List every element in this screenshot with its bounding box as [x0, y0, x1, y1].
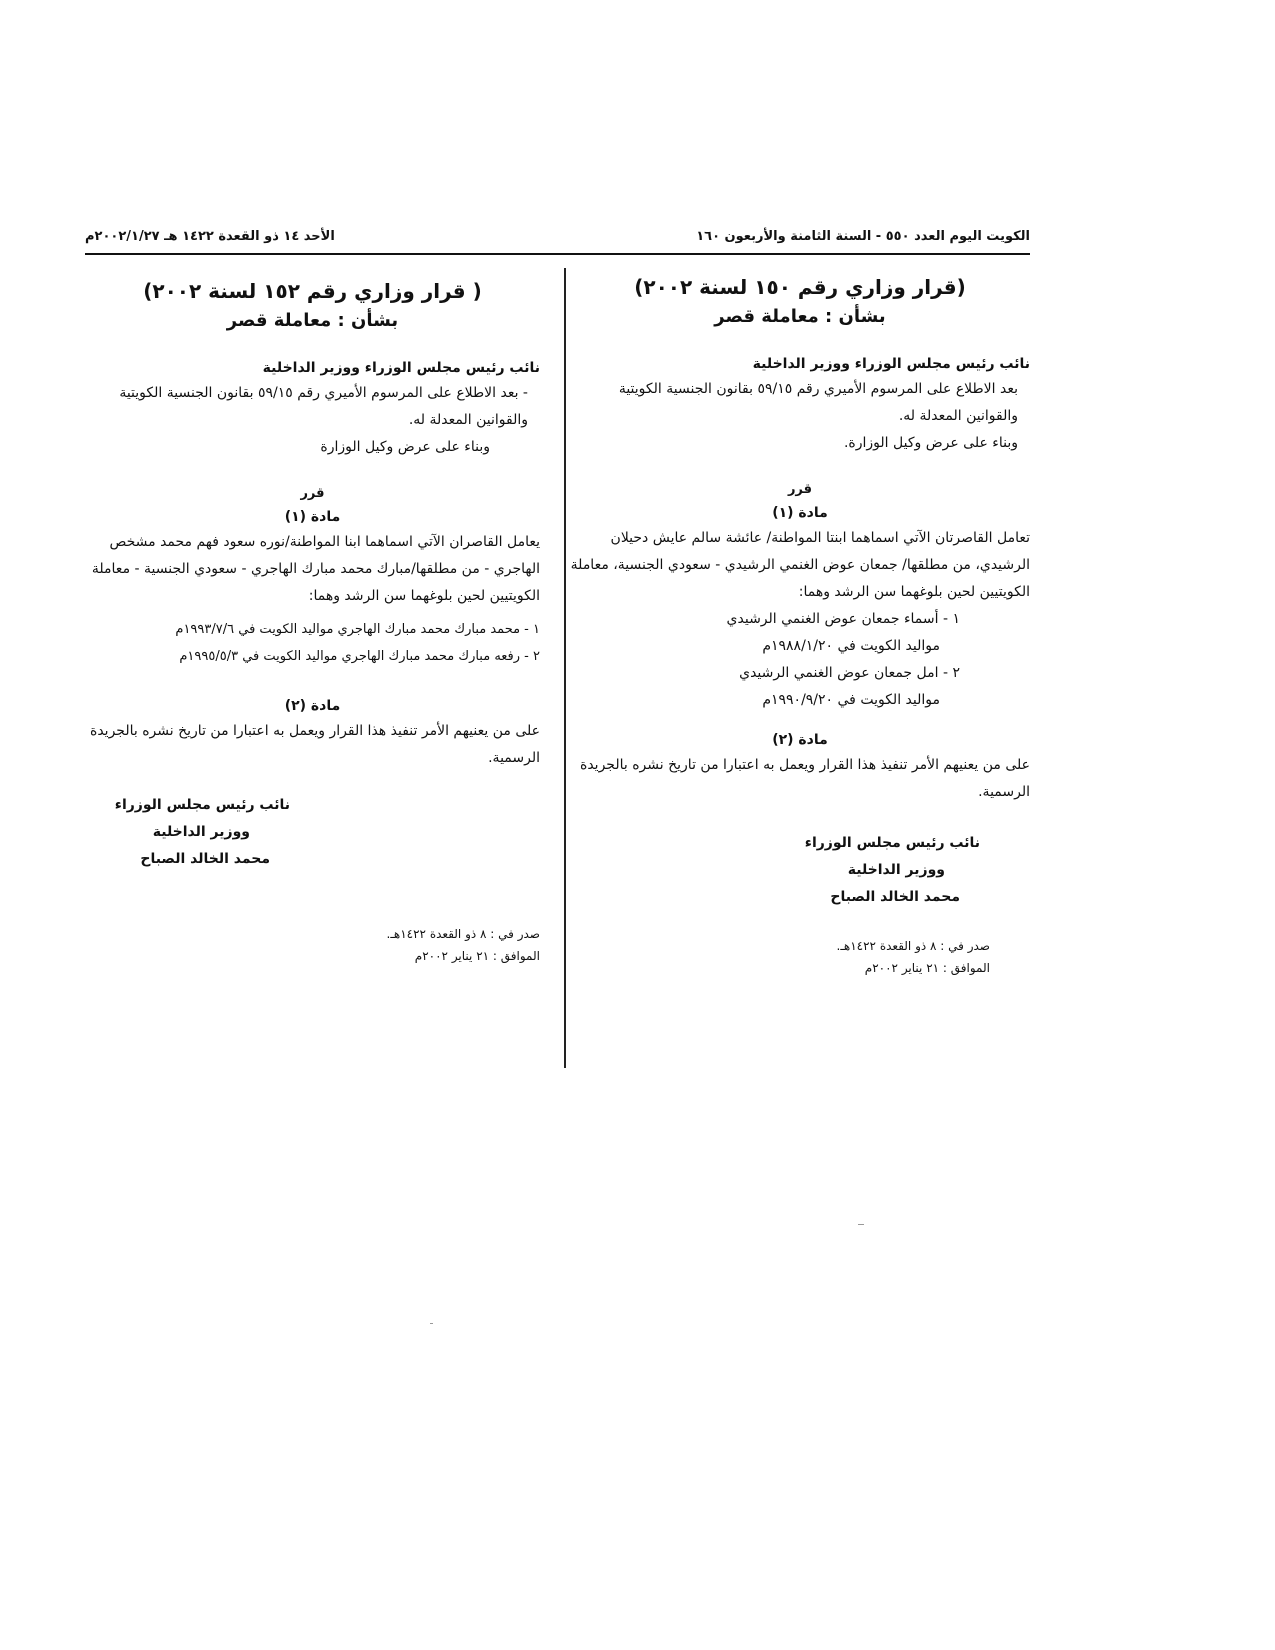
decree-152 — [85, 276, 540, 967]
list-item: ١ - محمد مبارك محمد مبارك الهاجري مواليد الكويت في ١٩٩٣/٧/٦م — [175, 622, 540, 637]
article-1-heading: مادة (١) — [772, 505, 828, 521]
article-2-text: على من يعنيهم الأمر تنفيذ هذا القرار ويعمل به اعتبارا من تاريخ نشره بالجريدة الرسمية. — [580, 757, 1030, 800]
article-1-text: يعامل القاصران الآتي اسماهما ابنا المواطنة/نوره سعود فهم محمد مشخص الهاجري - من مطلقها/مبارك محمد مبارك الهاجري - سعودي الجنسية - معاملة الكويتيين لحين بلوغهما سن الرشد وهما: — [91, 534, 540, 604]
decree-issuer: نائب رئيس مجلس الوزراء ووزير الداخلية — [262, 360, 540, 376]
issue-dates — [570, 935, 1030, 979]
article-1-text: تعامل القاصرتان الآتي اسماهما ابنتا المواطنة/ عائشة سالم عايش دحيلان الرشيدي، من مطلقها/ جمعان عوض الغنمي الرشيدي - سعودي الجنسية، معاملة الكويتيين لحين بلوغهما سن الرشد وهما: — [570, 530, 1030, 600]
decided-heading: قرر — [787, 482, 813, 497]
issue-dates — [85, 923, 540, 967]
list-item: ٢ - امل جمعان عوض الغنمي الرشيدي — [739, 665, 960, 681]
article-2-heading: مادة (٢) — [772, 732, 828, 748]
signature-title: نائب رئيس مجلس الوزراء — [804, 835, 980, 851]
signature-block — [85, 792, 540, 873]
corresponding-date: الموافق : ٢١ يناير ٢٠٠٢م — [864, 961, 990, 975]
list-item-birth: مواليد الكويت في ١٩٩٠/٩/٢٠م — [762, 692, 940, 708]
signature-block — [570, 830, 1030, 911]
decree-title: (قرار وزاري رقم ١٥٠ لسنة ٢٠٠٢) — [634, 275, 966, 299]
corresponding-date: الموافق : ٢١ يناير ٢٠٠٢م — [414, 949, 540, 963]
issued-date: صدر في : ٨ ذو القعدة ١٤٢٢هـ. — [836, 939, 990, 953]
list-item: ١ - أسماء جمعان عوض الغنمي الرشيدي — [726, 611, 960, 627]
preamble-proposal: وبناء على عرض وكيل الوزارة. — [843, 435, 1018, 451]
column-divider — [564, 268, 566, 1068]
header-issue-info: الكويت اليوم العدد ٥٥٠ - السنة الثامنة والأربعون ١٦٠ — [696, 229, 1030, 244]
signature-title: نائب رئيس مجلس الوزراء — [114, 797, 290, 813]
signature-ministry: ووزير الداخلية — [152, 824, 250, 840]
list-item-birth: مواليد الكويت في ١٩٨٨/١/٢٠م — [762, 638, 940, 654]
signature-ministry: ووزير الداخلية — [847, 862, 945, 878]
header-date: الأحد ١٤ ذو القعدة ١٤٢٢ هـ ٢٠٠٢/١/٢٧م — [85, 229, 335, 244]
preamble-reference: - بعد الاطلاع على المرسوم الأميري رقم ٥٩/١٥ بقانون الجنسية الكويتية والقوانين المعدلة له. — [119, 385, 528, 428]
preamble-proposal: وبناء على عرض وكيل الوزارة — [320, 439, 490, 455]
decree-title: ( قرار وزاري رقم ١٥٢ لسنة ٢٠٠٢) — [143, 279, 482, 303]
list-item: ٢ - رفعه مبارك محمد مبارك الهاجري مواليد الكويت في ١٩٩٥/٥/٣م — [179, 649, 540, 664]
decree-150 — [570, 272, 1030, 979]
scan-speck — [430, 1323, 433, 1324]
issued-date: صدر في : ٨ ذو القعدة ١٤٢٢هـ. — [386, 927, 540, 941]
decided-heading: قرر — [300, 486, 325, 501]
signature-name: محمد الخالد الصباح — [830, 889, 960, 905]
article-2-heading: مادة (٢) — [284, 698, 341, 714]
decree-subject: بشأن : معاملة قصر — [226, 310, 399, 331]
article-1-heading: مادة (١) — [284, 509, 341, 525]
decree-issuer: نائب رئيس مجلس الوزراء ووزير الداخلية — [752, 356, 1030, 372]
decree-subject: بشأن : معاملة قصر — [714, 306, 886, 327]
page-header — [85, 229, 1030, 255]
preamble-reference: بعد الاطلاع على المرسوم الأميري رقم ٥٩/١٥ بقانون الجنسية الكويتية والقوانين المعدلة له. — [618, 381, 1018, 424]
signature-name: محمد الخالد الصباح — [140, 851, 270, 867]
article-2-text: على من يعنيهم الأمر تنفيذ هذا القرار ويعمل به اعتبارا من تاريخ نشره بالجريدة الرسمية. — [90, 723, 540, 766]
scan-speck — [858, 1224, 864, 1225]
